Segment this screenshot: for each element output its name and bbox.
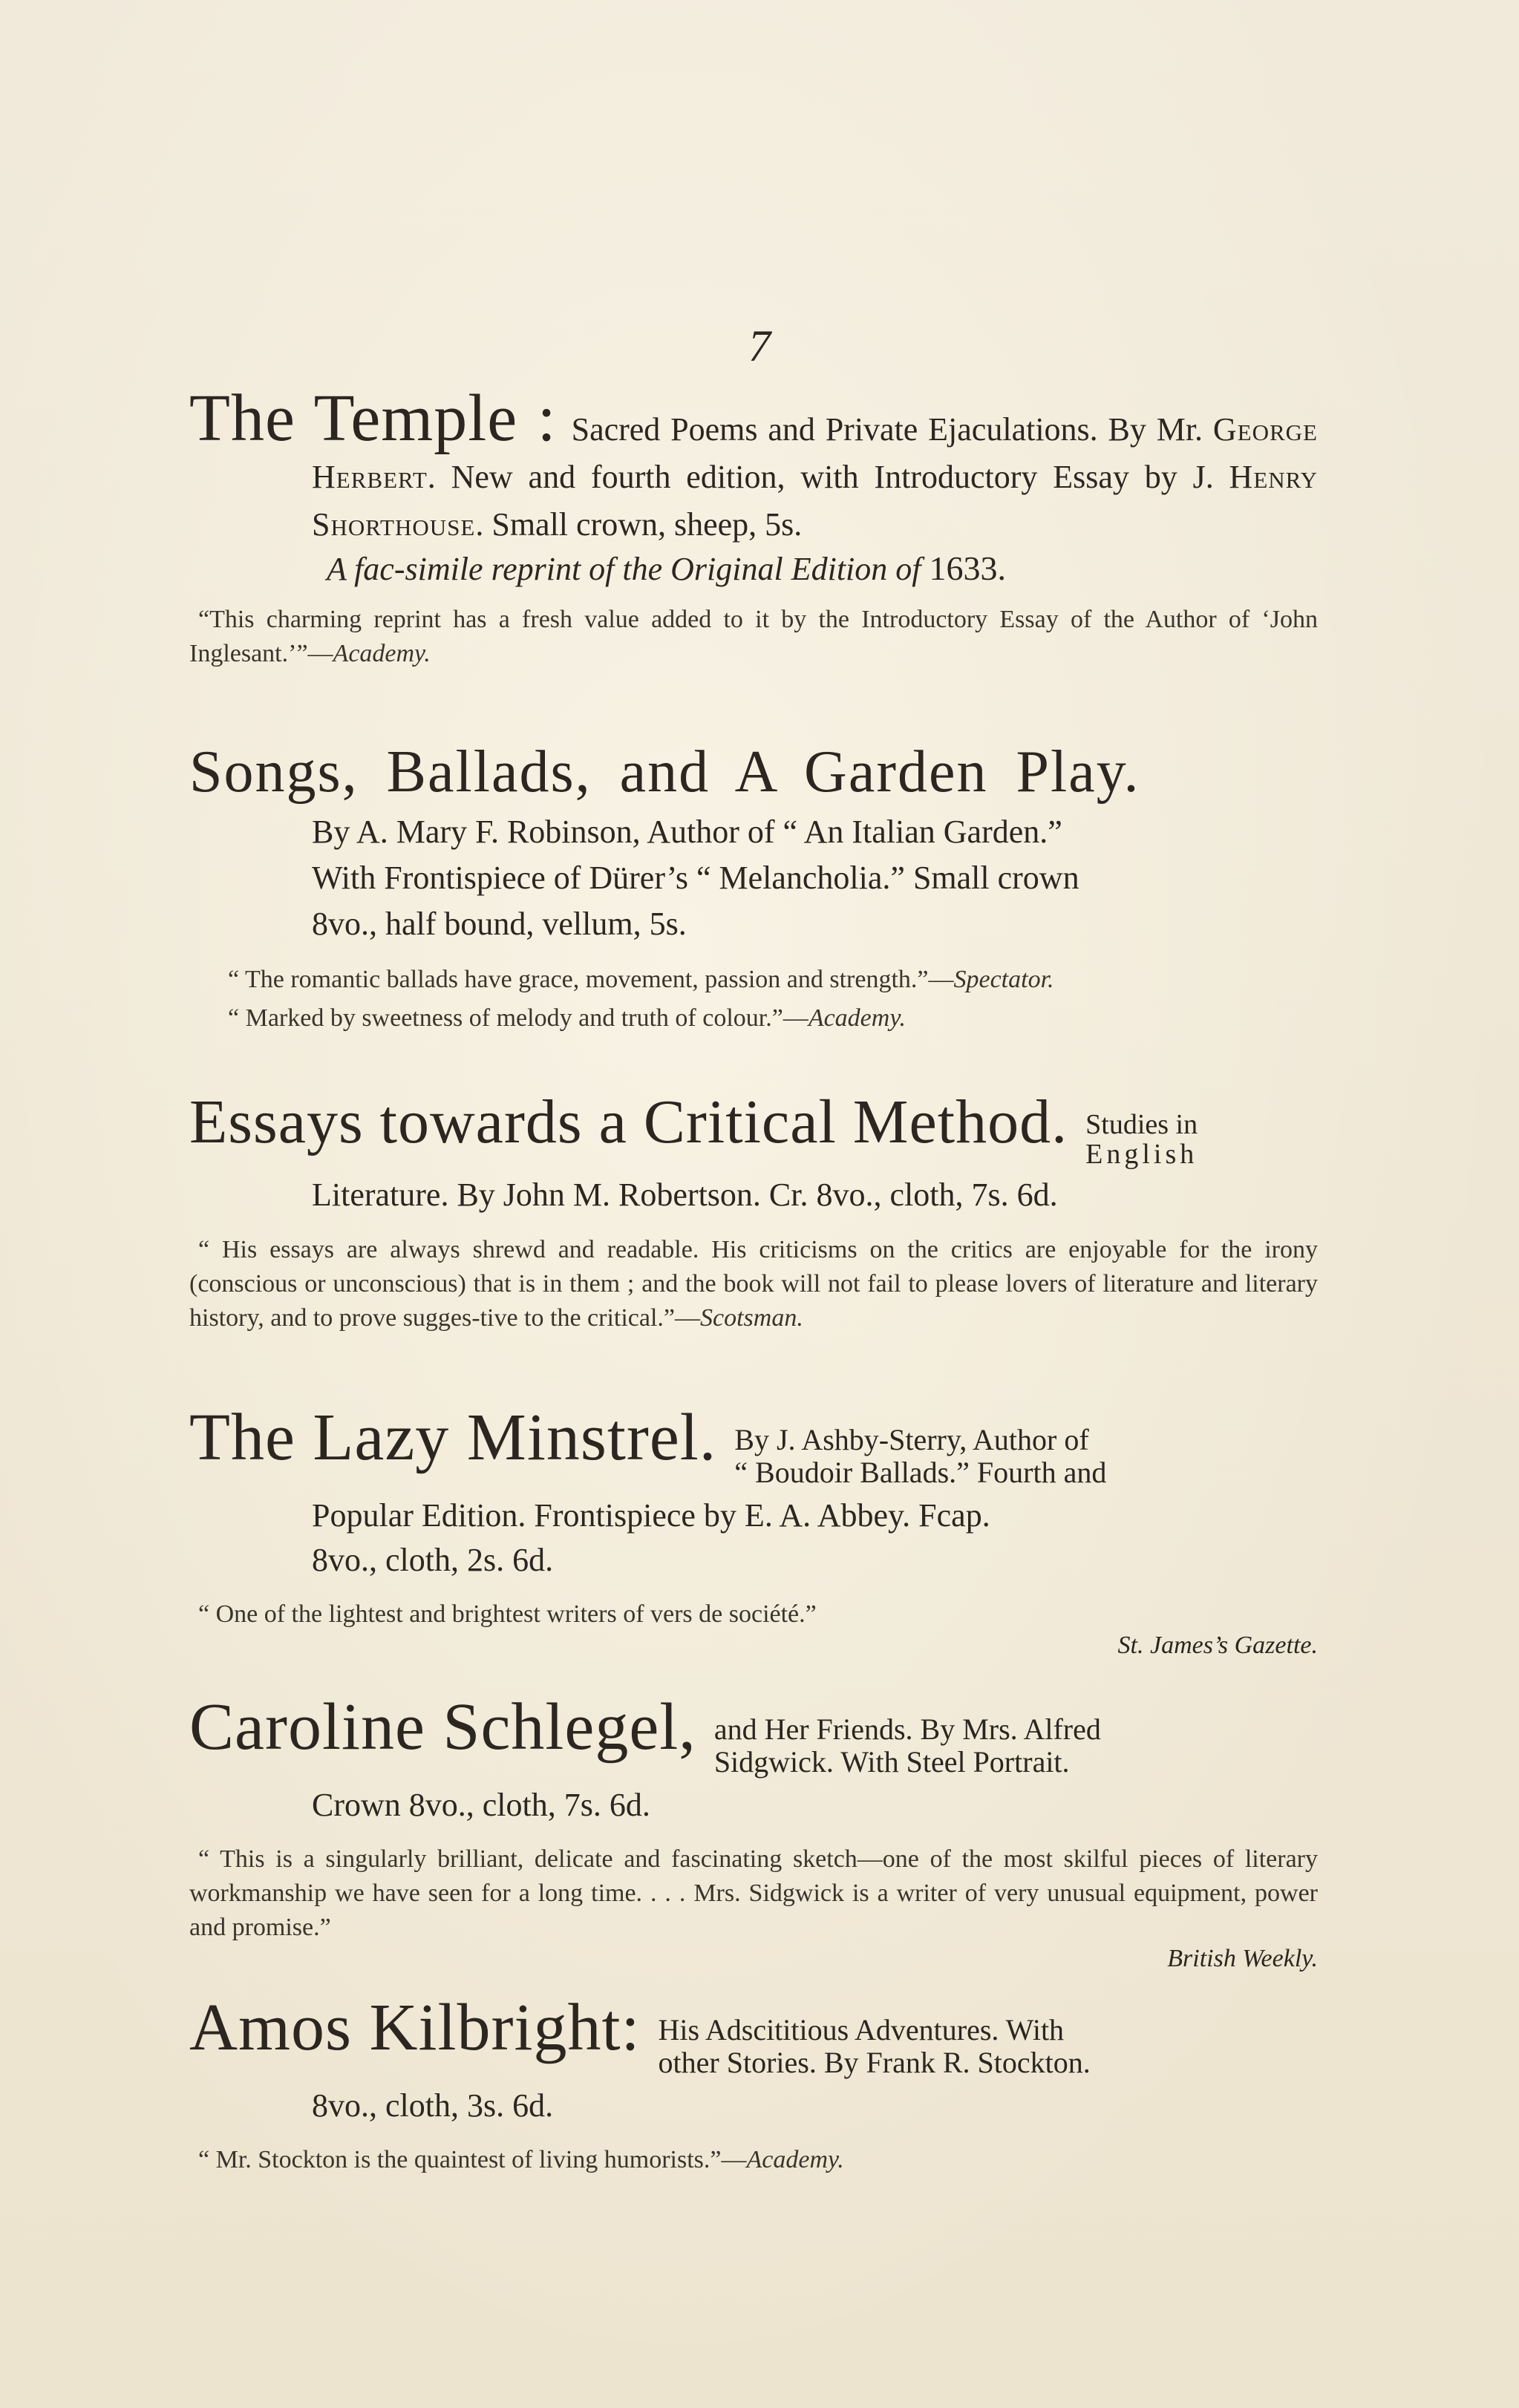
facsimile-text: A fac-simile reprint of the Original Edition of <box>327 551 921 587</box>
quote-source: Spectator. <box>953 966 1054 993</box>
aside-line: and Her Friends. By Mrs. Alfred <box>713 1712 1101 1747</box>
entry-aside <box>734 1424 1106 1489</box>
entry-body <box>189 809 1318 947</box>
aside-line: Studies in <box>1085 1109 1198 1141</box>
facsimile-year: 1633. <box>929 549 1007 587</box>
entry-heading <box>189 1401 1318 1490</box>
entry-aside <box>714 1713 1101 1779</box>
facsimile-note <box>189 549 1318 588</box>
entry-lazy-minstrel <box>189 1401 1318 1660</box>
entry-essays-critical-method <box>189 1087 1318 1335</box>
aside-line: “ Boudoir Ballads.” Fourth and <box>734 1456 1107 1490</box>
review-quote <box>189 999 1318 1038</box>
aside-line: His Adscititious Adventures. With <box>658 2013 1065 2047</box>
aside-line: other Stories. By Frank R. Stockton. <box>658 2046 1091 2080</box>
aside-line: By J. Ashby-Sterry, Author of <box>734 1423 1089 1457</box>
entry-text: . New and fourth edition, with Introductory Essay by J. <box>427 459 1229 495</box>
price-text: . Small crown, sheep, 5s. <box>475 506 803 543</box>
entry-text: Sacred Poems and Private Ejaculations. By Mr. <box>571 411 1213 448</box>
review-quote <box>189 1597 1318 1632</box>
quote-text: “ Mr. Stockton is the quaintest of living humorists.”— <box>198 2146 747 2174</box>
entry-heading <box>189 1087 1318 1171</box>
entry-amos-kilbright <box>189 1991 1318 2177</box>
quote-source: Scotsman. <box>700 1304 803 1332</box>
entry-line: Literature. By John M. Robertson. Cr. 8vo., cloth, 7s. 6d. <box>312 1177 1058 1214</box>
entry-line: With Frontispiece of Dürer’s “ Melancholia.” Small crown <box>312 860 1079 896</box>
entry-aside <box>1085 1110 1198 1169</box>
review-quote <box>189 2143 1318 2177</box>
quote-source: Academy. <box>333 640 431 667</box>
review-quote <box>189 961 1318 999</box>
entry-body <box>189 1493 1318 1583</box>
entry-title: The Lazy Minstrel. <box>189 1401 717 1474</box>
entry-line: Crown 8vo., cloth, 7s. 6d. <box>312 1787 650 1824</box>
quote-text: “ Marked by sweetness of melody and truth of colour.”— <box>228 1004 808 1032</box>
entry-aside <box>659 2014 1091 2079</box>
entry-the-temple <box>189 382 1318 671</box>
entry-title: Songs, Ballads, and A Garden Play. <box>189 739 1140 805</box>
entry-title: The Temple : <box>189 382 557 455</box>
review-quote <box>189 1233 1318 1335</box>
entry-songs-ballads <box>189 735 1318 1038</box>
entry-title: Amos Kilbright: <box>189 1991 641 2064</box>
entry-line: Popular Edition. Frontispiece by E. A. Abbey. Fcap. <box>312 1497 990 1534</box>
quote-source: Academy. <box>746 2146 844 2174</box>
entry-caroline-schlegel <box>189 1690 1318 1973</box>
entry-line: 8vo., half bound, vellum, 5s. <box>312 906 687 942</box>
entry-title: Caroline Schlegel, <box>189 1690 696 1764</box>
quote-text: “ One of the lightest and brightest writers of vers de société.” <box>198 1600 817 1629</box>
entry-line: 8vo., cloth, 2s. 6d. <box>312 1542 554 1579</box>
review-quote <box>189 1842 1318 1945</box>
aside-line: English <box>1085 1139 1198 1171</box>
quote-text: “This charming reprint has a fresh value added to it by the Introductory Essay of the Author of ‘John Inglesant.’”— <box>189 606 1318 667</box>
review-quote <box>189 603 1318 671</box>
entry-heading <box>189 1991 1318 2080</box>
entry-body <box>189 382 1318 549</box>
quote-source: British Weekly. <box>1167 1945 1318 1973</box>
author-name: George Herbert <box>312 411 1318 495</box>
aside-line: Sidgwick. With Steel Portrait. <box>713 1745 1070 1779</box>
entry-line: 8vo., cloth, 3s. 6d. <box>312 2087 554 2124</box>
entry-heading <box>189 1690 1318 1779</box>
essayist-name: Henry Shorthouse <box>312 459 1318 543</box>
quote-source: St. James’s Gazette. <box>1117 1632 1318 1660</box>
quote-text: “ His essays are always shrewd and readable. His criticisms on the critics are enjoyable for the irony (conscious or unconscious) that is in them ; and the book will not fail to please lovers of literature and literary history, and to prove sugges-tive to the critical.”— <box>189 1236 1318 1332</box>
entry-line: By A. Mary F. Robinson, Author of “ An Italian Garden.” <box>312 814 1062 850</box>
quote-source: Academy. <box>808 1004 906 1032</box>
quote-text: “ This is a singularly brilliant, delicate and fascinating sketch—one of the most skilful pieces of literary workmanship we have seen for a long time. . . . Mrs. Sidgwick is a writer of very unusual equipment, power and promise.” <box>189 1845 1318 1942</box>
entry-title: Essays towards a Critical Method. <box>189 1087 1068 1156</box>
page-number: 7 <box>748 321 771 370</box>
quote-text: “ The romantic ballads have grace, movement, passion and strength.”— <box>228 966 954 993</box>
